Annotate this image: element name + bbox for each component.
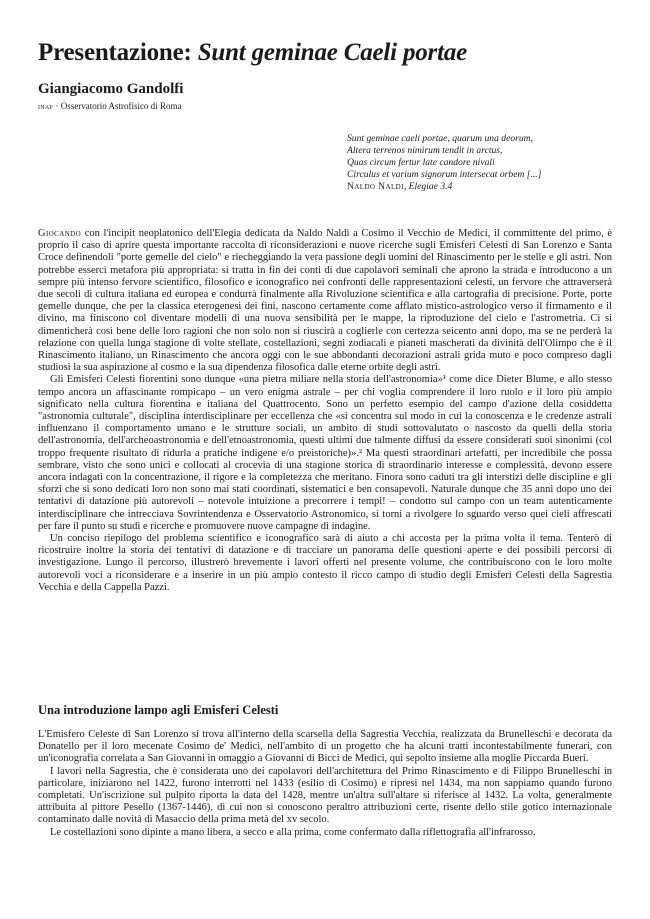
paragraph-text: con l'incipit neoplatonico dell'Elegia dedicata da Naldo Naldi a Cosimo il Vecchio de Medici, il committente del primo, è proprio il caso di aprire questa importante raccolta di riconsiderazioni e nuove ricerche sugli Emisferi Celesti di San Lorenzo e Santa Croce definendoli "porte gemelle del cielo" e riecheggiando la vera passione degli uomini del Rinascimento per le stelle e gli astri. Non potrebbe esserci metafora più appropriata: si tratta in fin dei conti di due capolavori seminali che aprono la strada e introducono a un sempre più intenso fervore scientifico, filosofico e iconografico nei confronti delle rappresentazioni celesti, un fervore che attraverserà due secoli di cultura italiana ed europea e condurrà finalmente alla Rivoluzione scientifica e alla cartografia di precisione. Porte, porte gemelle dunque, che per la classica eterogenesi dei fini, nascono certamente come afflato mistico-astrologico verso il firmamento e il divino, ma finiscono col diventare modelli di una nuova sensibilità per le mappe, la riproduzione del cielo e l'astrometria. Ci si dimenticherà così bene delle loro ragioni che non solo non si riuscirà a coglierle con certezza seicento anni dopo, ma se ne perderà la relazione con quella lunga stagione di volte stellate, costellazioni, segni zodiacali e pianeti mascherati da divinità dell'Olimpo che è il Rinascimento italiano, un Rinascimento che ancora oggi con le sue abbondanti decorazioni astrali grida muto e poco compreso dagli studiosi la sua aspirazione al cosmo e la sua dipendenza filosofica dalle eterne orbite degli astri.	[38, 228, 612, 374]
introduction-body	[38, 228, 612, 594]
body-paragraph	[38, 228, 612, 374]
epigraph-citation	[347, 181, 612, 193]
epigraph-line: Sunt geminae caeli portae, quarum una deorum,	[347, 133, 533, 144]
section-paragraph: Le costellazioni sono dipinte a mano libera, a secco e alla prima, come confermato dalla riflettografia all'infrarosso.	[50, 826, 536, 838]
section-paragraph: L'Emisfero Celeste di San Lorenzo si trova all'interno della scarsella della Sagrestia Vecchia, realizzata da Brunelleschi e decorata da Donatello per il loro mecenate Cosimo de' Medici, nell'ambito di un progetto che ha alcuni tratti incontestabilmente funerari, con un'iconografia correlata a San Giovanni in omaggio a Giovanni di Bicci de Medici, qui sepolto insieme alla moglie Piccarda Bueri.	[38, 729, 612, 765]
author-name: Giangiacomo Gandolfi	[38, 81, 184, 97]
epigraph-author: Naldo Naldi	[347, 181, 404, 193]
section-paragraph: I lavori nella Sagrestia, che è considerata uno dei capolavori dell'architettura del Primo Rinascimento e di Filippo Brunelleschi in particolare, iniziarono nel 1422, furono interrotti nel 1433 (esilio di Cosimo) e ripresi nel 1434, ma non sappiamo quando furono completati. Un'iscrizione sul pulpito riporta la data del 1428, mentre un'altra sull'altare si riferisce al 1432. La volta, generalmente attribuita al pittore Pesello (1367-1446), di cui non si conoscono peraltro attribuzioni certe, risente dello stile gotico internazionale contaminato dalle novità di Masaccio della prima metà del xv secolo.	[38, 765, 612, 826]
affiliation-abbrev: inaf	[38, 101, 54, 111]
body-paragraph: Gli Emisferi Celesti fiorentini sono dunque «una pietra miliare nella storia dell'astronomia»¹ come dice Dieter Blume, e allo stesso tempo ancora un affascinante rompicapo – un vero enigma astrale – per chi voglia comprendere il loro ruolo e il loro più ampio significato nella cultura fiorentina e italiana del Quattrocento. Sono un perfetto esempio del campo d'azione della cosiddetta "astronomia culturale", disciplina interdisciplinare per eccellenza che «si concentra sul modo in cui la conoscenza e le credenze astrali influenzano il comportamento umano e le strutture sociali, un ambito di studi sottovalutato o nascosto da quelli della storia dell'astronomia, dell'archeoastronomia e dell'etnoastronomia, questi ultimi due talmente diffusi da essere considerati suoi sinonimi (col troppo frequente risultato di ridurla a pratiche indigene e/o preistoriche)».² Ma questi straordinari artefatti, per incredibile che possa sembrare, visto che sono unici e collocati al crocevia di una stagione storica di straordinario interesse e complessità, devono essere ancora indagati con la concentrazione, il rigore e la completezza che meritano. Finora sono caduti tra gli interstizi delle discipline e gli sforzi che si sono dedicati loro non sono mai stati coordinati, sistematici e ben consapevoli. Naturale dunque che 35 anni dopo uno dei tentativi di datazione più autorevoli – notevole intuizione a precorrere i tempi! – condotto sul campo con un team autenticamente interdisciplinare che intrecciava Sovrintendenza e Osservatorio Astronomico, si torni a rivolgere lo sguardo verso quei cieli affrescati per fare il punto su studi e ricerche e promuovere nuove campagne di indagine.	[38, 374, 612, 532]
epigraph	[347, 133, 612, 193]
paper-title	[38, 38, 612, 68]
body-paragraph: Un conciso riepilogo del problema scientifico e iconografico sarà di aiuto a chi accosta per la prima volta il tema. Tenterò di ricostruire inoltre la storia dei tentativi di datazione e di tracciare un panorama delle questioni aperte e dei possibili percorsi di investigazione. Lungo il percorso, illustrerò brevemente i lavori offerti nel presente volume, che contribuiscono con le loro molte autorevoli voci a riconsiderare e a inserire in un più ampio contesto il ricco campo di studio degli Emisferi Celesti della Sagrestia Vecchia e della Cappella Pazzi.	[38, 533, 612, 593]
page-header	[38, 38, 612, 112]
epigraph-line: Altera terrenos nimirum tendit in arctus,	[347, 145, 503, 157]
section-heading: Una introduzione lampo agli Emisferi Celesti	[38, 703, 279, 717]
epigraph-line: Quas circum fertur late candore nivali	[347, 157, 495, 169]
affiliation-name: · Osservatorio Astrofisico di Roma	[53, 101, 182, 111]
author-affiliation	[38, 100, 612, 112]
epigraph-separator: ,	[403, 181, 409, 193]
epigraph-line: Circulus et varium signorum intersecat orbem [...]	[347, 169, 542, 181]
epigraph-work: Elegiae 3.4	[408, 181, 453, 193]
section-lampo	[38, 703, 612, 839]
section-body	[38, 729, 612, 839]
drop-lead-word: Giocando	[38, 228, 82, 239]
title-prefix: Presentazione:	[38, 39, 198, 66]
title-italic: Sunt geminae Caeli portae	[197, 39, 468, 66]
